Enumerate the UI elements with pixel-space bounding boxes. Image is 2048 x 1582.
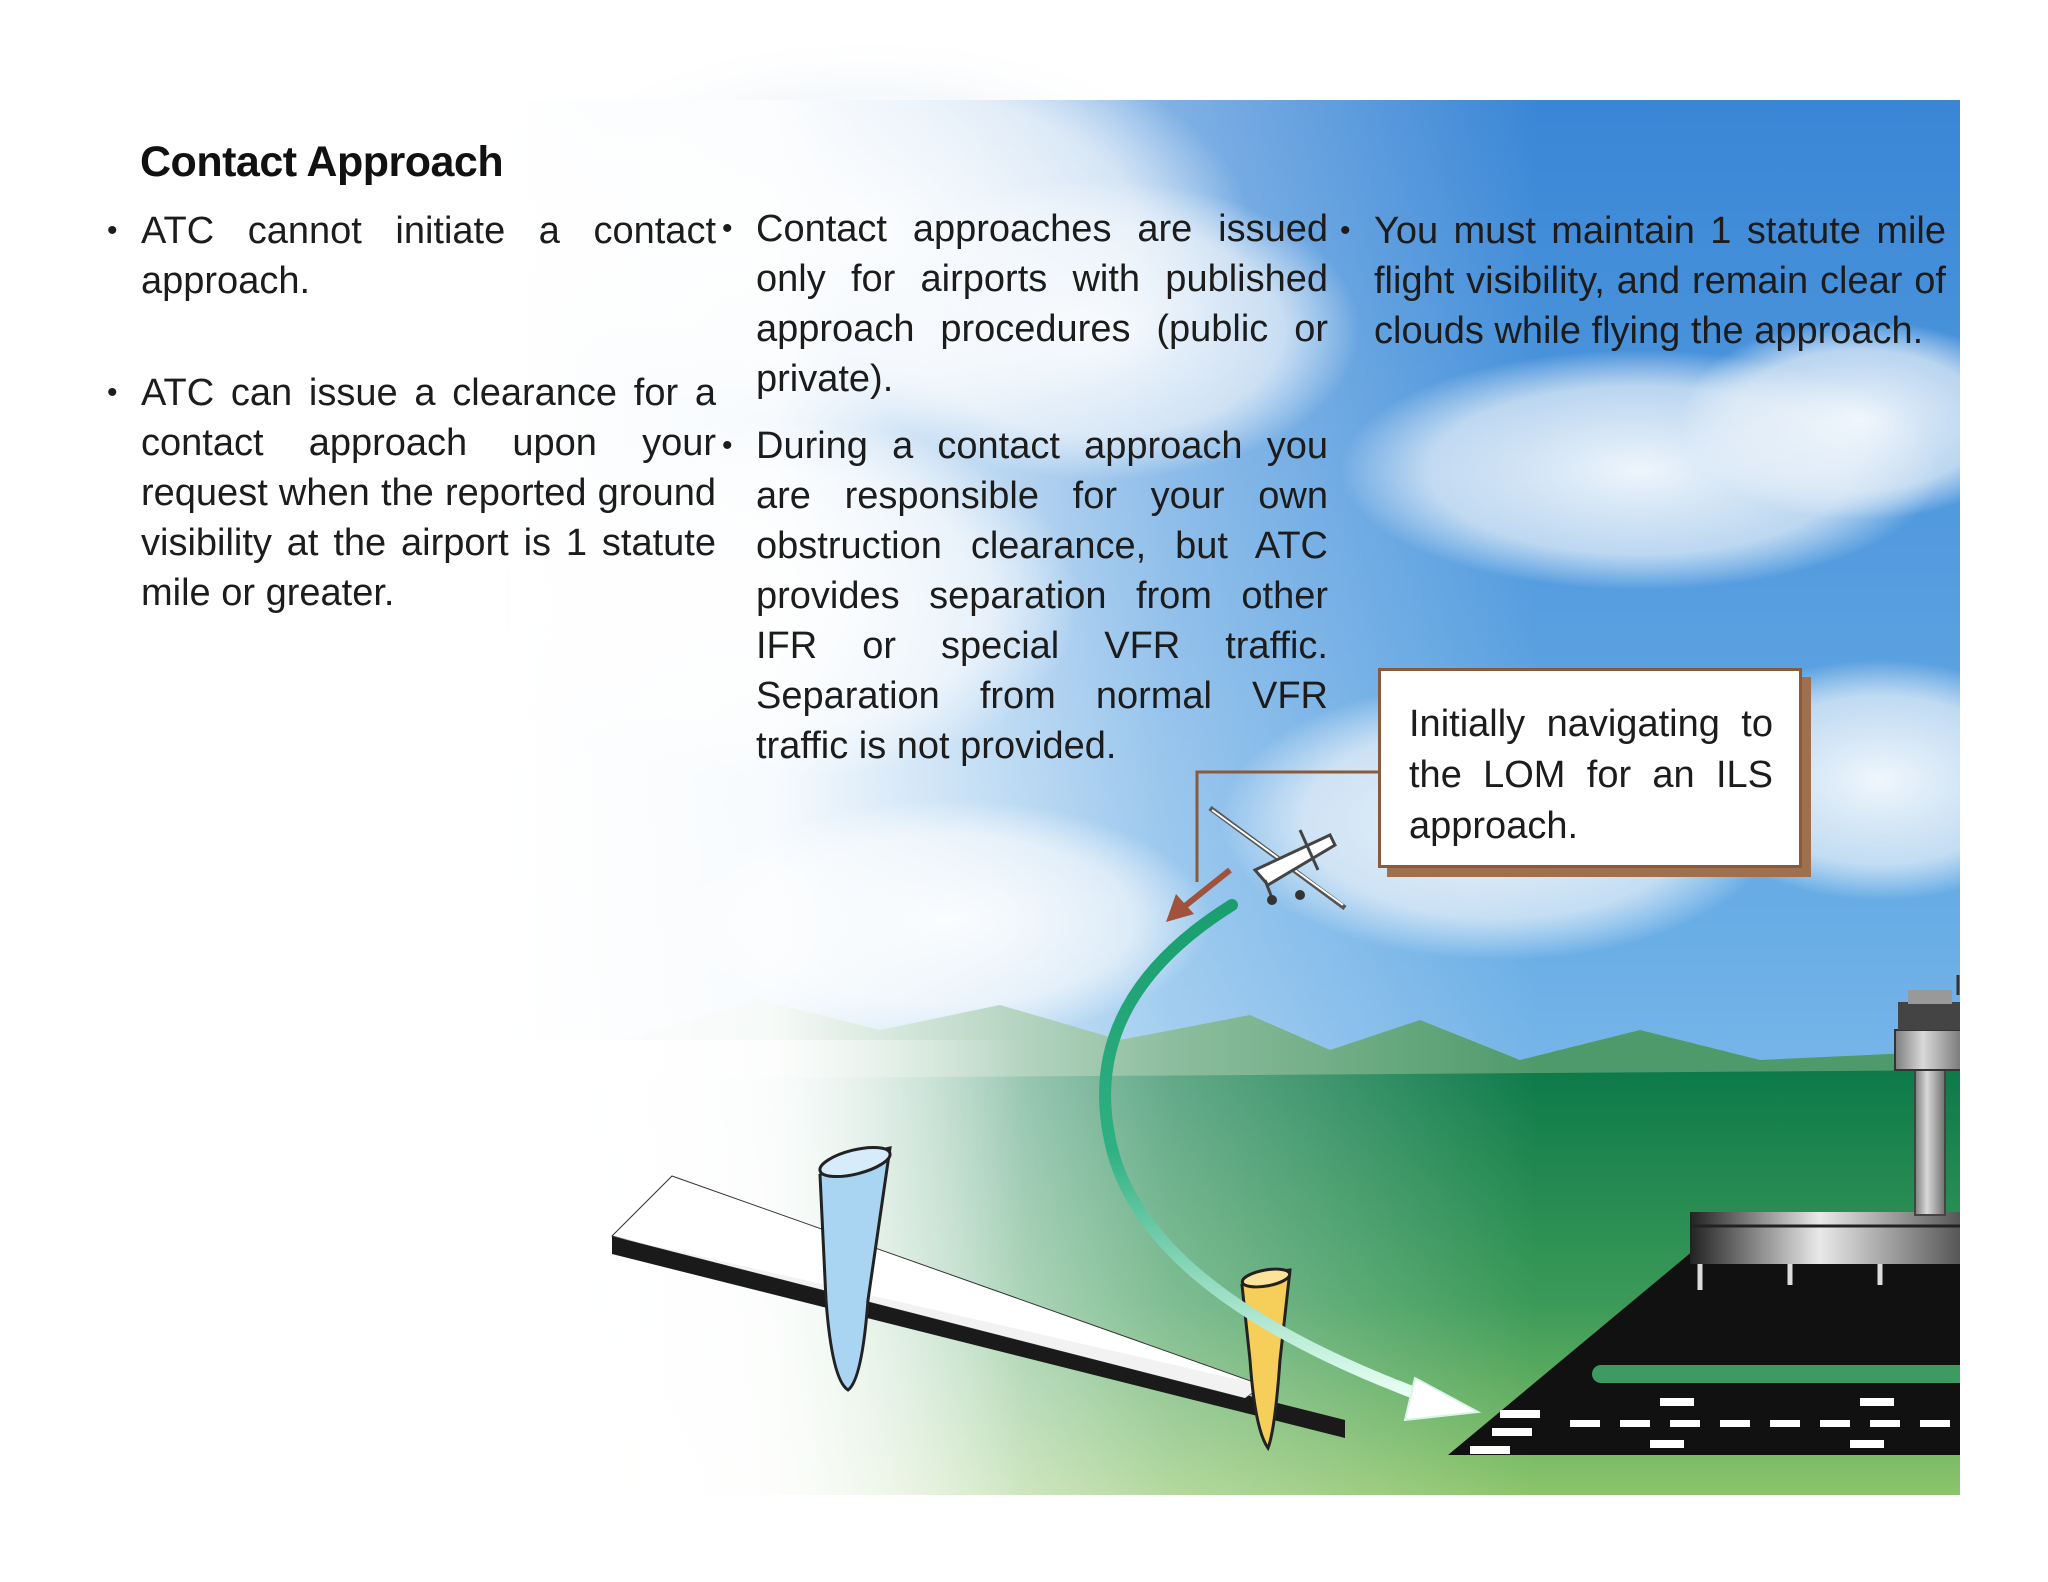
bullet-icon: •: [107, 376, 118, 409]
page-title: Contact Approach: [140, 138, 504, 186]
bullet-text: ATC cannot initiate a contact approach.: [141, 210, 716, 302]
bullet-atc-cannot-initiate: [107, 206, 716, 306]
bullet-text: You must maintain 1 statute mile flight visibility, and remain clear of clouds while flying the approach.: [1374, 210, 1946, 352]
bullet-icon: •: [722, 212, 733, 245]
bullet-text: During a contact approach you are responsible for your own obstruction clearance, but ATC provides separation from other IFR or special VFR traffic. Separation from normal VFR traffic is not provided.: [756, 425, 1328, 767]
bullet-icon: •: [1340, 214, 1351, 247]
bullet-text: Contact approaches are issued only for airports with published approach procedures (public or private).: [756, 208, 1328, 400]
bullet-icon: •: [107, 214, 118, 247]
bullet-text: ATC can issue a clearance for a contact approach upon your request when the reported ground visibility at the airport is 1 statute mile or greater.: [141, 372, 716, 614]
bullet-clearance-request: [107, 368, 716, 618]
bullet-visibility-requirement: [1340, 206, 1946, 356]
bullet-icon: •: [722, 429, 733, 462]
bullet-published-procedures: [722, 204, 1328, 404]
callout-text: Initially navigating to the LOM for an ILS approach.: [1409, 703, 1773, 847]
callout-box: [1378, 668, 1802, 868]
bullet-obstruction-clearance: [722, 421, 1328, 771]
